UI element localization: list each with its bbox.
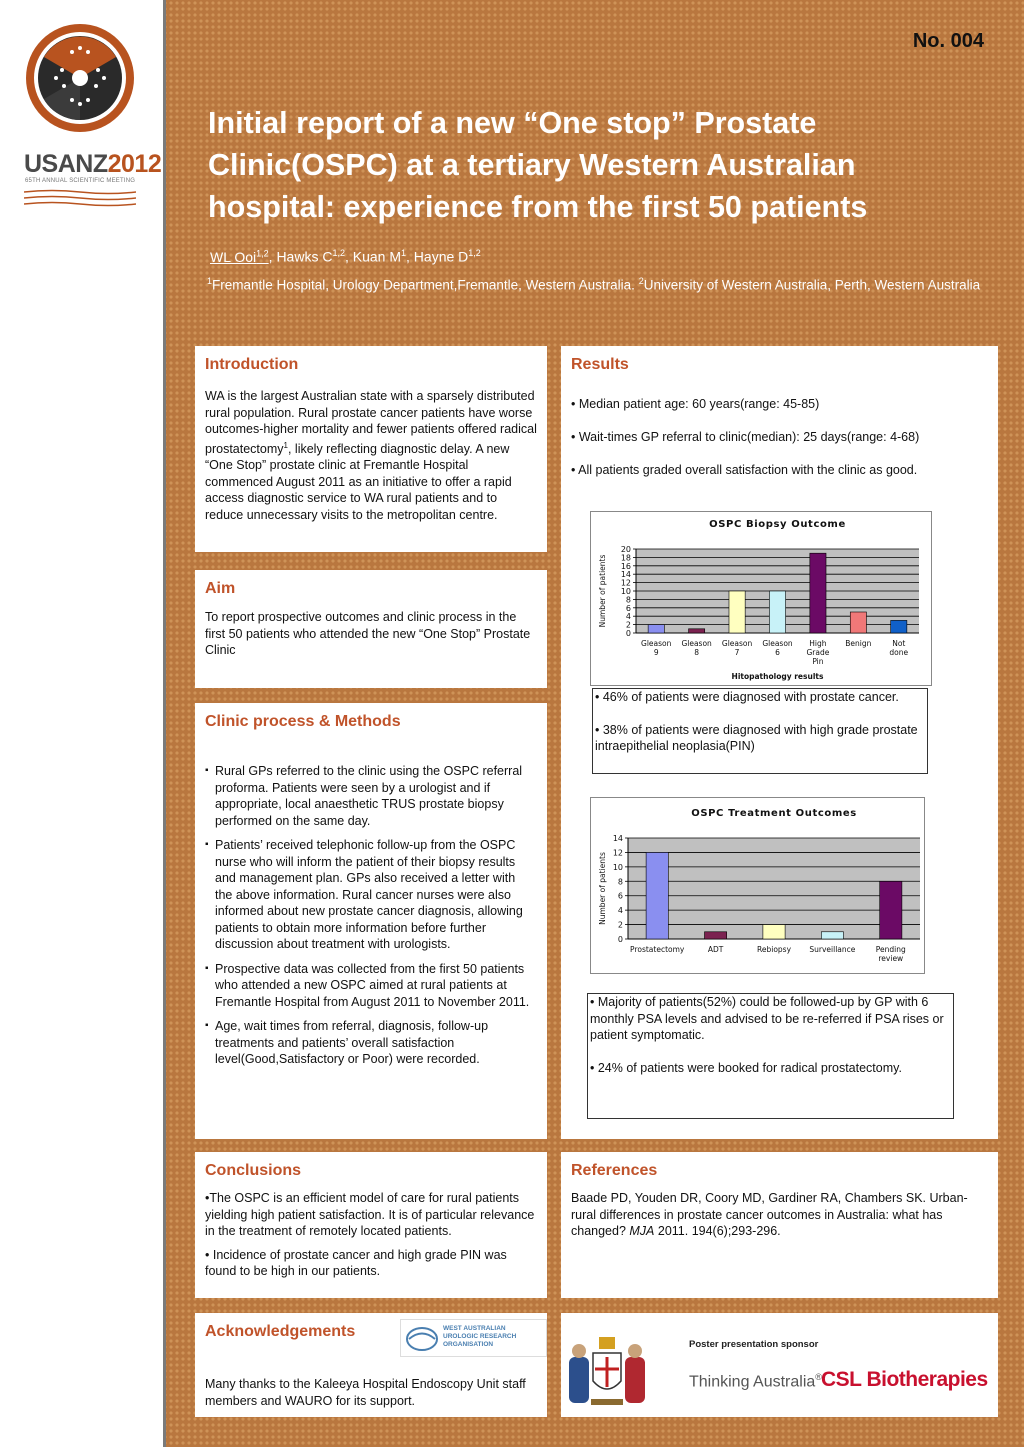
wauro-text: UROLOGIC RESEARCH [443,1333,517,1340]
biopsy-note: • 38% of patients were diagnosed with high grade prostate intraepithelial neoplasia(PIN) [595,722,918,753]
x-tick-label: 7 [734,648,740,657]
treatment-outcome-chart [591,798,924,973]
introduction-panel [195,346,547,552]
x-tick-label: Surveillance [809,945,856,954]
chart-title: OSPC Treatment Outcomes [691,808,857,819]
result-median-age: • Median patient age: 60 years(range: 45-85) [571,397,820,411]
bar [810,553,826,633]
usanz-logo-text: USANZ2012 [24,150,162,178]
usanz-logo-subtitle: 65TH ANNUAL SCIENTIFIC MEETING [25,178,136,184]
methods-panel [195,703,547,1139]
x-tick-label: 6 [775,648,780,657]
wauro-logo [400,1319,547,1357]
affiliations: $^1$Fremantle Hospital, Urology Department,Fremantle, Western Australia. $^2$University of Western Australia, Perth, Western Australia [207,276,981,293]
x-tick-label: review [878,954,904,963]
methods-item: ▪ Patients’ received telephonic follow-up from the OSPC nurse who will inform the patient of their biopsy results and management plan. GPs also received a letter with the above information. Rural cancer nurses were also informed about new prostate cancer diagnosis, allowing patients to obtain more information before further discussion about treatment with urologists. [205,837,535,953]
biopsy-chart-box [590,511,932,686]
methods-item: ▪ Age, wait times from referral, diagnosis, follow-up treatments and patients’ overall satisfaction level(Good,Satisfactory or Poor) were recorded. [205,1018,535,1068]
bar [891,620,907,633]
bar [763,925,785,939]
logo-decorative-lines [24,188,136,208]
results-panel [561,346,998,1139]
y-tick-label: 18 [620,553,631,563]
y-tick-label: 0 [625,629,631,638]
bar [769,591,785,633]
x-tick-label: Pin [812,657,824,666]
treatment-chart-box [590,797,925,974]
y-tick-label: 2 [617,920,623,930]
plot-area [628,838,920,939]
left-logo-strip [0,0,166,1447]
x-axis-label: Hitopathology results [731,672,824,681]
methods-heading: Clinic process & Methods [205,713,401,730]
hospital-crest-icon [569,1323,645,1407]
x-tick-label: Not [892,639,906,648]
result-satisfaction: • All patients graded overall satisfaction with the clinic as good. [571,463,918,477]
x-tick-label: High [809,639,827,648]
x-tick-label: Rebiopsy [756,945,792,954]
x-tick-label: Gleason [762,639,793,648]
reference-text: Baade PD, Youden DR, Coory MD, Gardiner RA, Chambers SK. Urban-rural differences in prostate cancer outcomes in Australia: what has changed? MJA 2011. 194(6);293-296. [571,1191,968,1238]
y-tick-label: 16 [620,561,631,571]
x-tick-label: Gleason [721,639,753,648]
biopsy-notes-box [592,688,928,774]
x-tick-label: 9 [653,648,659,657]
aim-text: To report prospective outcomes and clinic process in the first 50 patients who attended the new “One Stop” Prostate Clinic [205,610,531,657]
author-first: WL Ooi$^{1,2}$ [210,248,269,265]
x-tick-label: Grade [806,648,830,657]
thinking-australia-text: Thinking Australia® [689,1372,822,1391]
bar [646,852,668,939]
bar [850,612,866,633]
csl-biotherapies-logo: CSL Biotherapies [821,1368,988,1391]
y-tick-label: 14 [620,570,631,580]
x-tick-label: Pending [875,945,906,954]
y-tick-label: 14 [612,834,623,843]
references-panel [561,1152,998,1298]
conclusions-text [205,1190,537,1280]
bar [705,932,727,939]
y-tick-label: 8 [617,877,623,887]
treatment-note: • Majority of patients(52%) could be followed-up by GP with 6 monthly PSA levels and advised to be re-referred if PSA rises or patient symptomatic. [590,995,944,1042]
biopsy-note: • 46% of patients were diagnosed with prostate cancer. [595,690,899,704]
results-heading: Results [571,356,629,373]
x-tick-label: done [889,648,909,657]
poster-title: Initial report of a new “One stop” Prostate Clinic(OSPC) at a tertiary Western Australian hospital: experience from the first 50 patients [208,106,868,224]
methods-list [205,763,535,1076]
y-tick-label: 6 [617,891,623,901]
introduction-heading: Introduction [205,356,299,373]
sponsor-panel [561,1313,998,1417]
y-tick-label: 12 [612,848,623,858]
y-axis-label: Number of patients [598,852,607,925]
x-tick-label: Prostatectomy [630,945,685,954]
poster-number: No. 004 [912,30,984,52]
treatment-notes-box [587,993,954,1119]
sponsor-label: Poster presentation sponsor [689,1339,819,1350]
acknowledgements-heading: Acknowledgements [205,1323,356,1340]
bar [880,881,902,939]
bar [648,625,664,633]
conclusions-panel [195,1152,547,1298]
x-tick-label: 8 [694,648,700,657]
acknowledgements-text: Many thanks to the Kaleeya Hospital Endoscopy Unit staff members and WAURO for its support. [205,1377,526,1408]
references-heading: References [571,1162,658,1179]
biopsy-outcome-chart [591,512,931,685]
conclusions-heading: Conclusions [205,1162,302,1179]
y-tick-label: 10 [620,587,631,596]
conclusion-point: • Incidence of prostate cancer and high grade PIN was found to be high in our patients. [205,1247,507,1278]
x-tick-label: ADT [707,945,724,954]
y-tick-label: 4 [625,612,631,622]
introduction-text: WA is the largest Australian state with a sparsely distributed rural population. Rural prostate cancer patients have worse outcomes-higher mortality and fewer patients offered radical prostatectomy$^1$, likely reflecting diagnostic delay. A new “One Stop” prostate clinic at Fremantle Hospital commenced August 2011 as an initiative to offer a rapid access diagnostic service to WA rural patients and to reduce unnecessary visits to the metropolitan centre. [205,389,537,522]
y-tick-label: 12 [620,578,631,588]
y-tick-label: 8 [625,595,631,605]
y-tick-label: 20 [620,545,631,554]
y-tick-label: 6 [625,603,631,613]
wauro-logo-icon [405,1324,439,1354]
y-tick-label: 0 [617,935,623,944]
x-tick-label: Benign [845,639,872,648]
acknowledgements-panel [195,1313,547,1417]
y-tick-label: 10 [612,862,623,872]
wauro-text: WEST AUSTRALIAN [443,1325,506,1332]
aim-heading: Aim [205,580,236,597]
bar [821,932,843,939]
bar [729,591,745,633]
x-tick-label: Gleason [641,639,672,648]
conclusion-point: •The OSPC is an efficient model of care for rural patients yielding high patient satisfaction. It is of particular relevance in the treatment of remotely located patients. [205,1191,535,1238]
methods-item: ▪ Rural GPs referred to the clinic using the OSPC referral proforma. Patients were seen by a urologist and if appropriate, local anaesthetic TRUS prostate biopsy performed on the same day. [205,763,535,829]
aim-panel [195,570,547,688]
treatment-note: • 24% of patients were booked for radical prostatectomy. [590,1060,902,1075]
y-axis-label: Number of patients [598,554,607,628]
methods-item: ▪ Prospective data was collected from the first 50 patients who attended a new OSPC aimed at rural patients at Fremantle Hospital from August 2011 to November 2011. [205,961,535,1011]
y-tick-label: 4 [617,906,623,916]
chart-title: OSPC Biopsy Outcome [709,519,846,530]
result-wait-times: • Wait-times GP referral to clinic(median): 25 days(range: 4-68) [571,430,920,444]
usanz-logo-icon [24,22,136,134]
y-tick-label: 2 [625,620,631,630]
x-tick-label: Gleason [681,639,712,648]
bar [689,629,705,633]
wauro-text: ORGANISATION [443,1341,494,1348]
author-list: WL Ooi$^{1,2}$, Hawks C$^{1,2}$, Kuan $M^1$, Hayne D$^{1,2}$ [210,248,481,265]
